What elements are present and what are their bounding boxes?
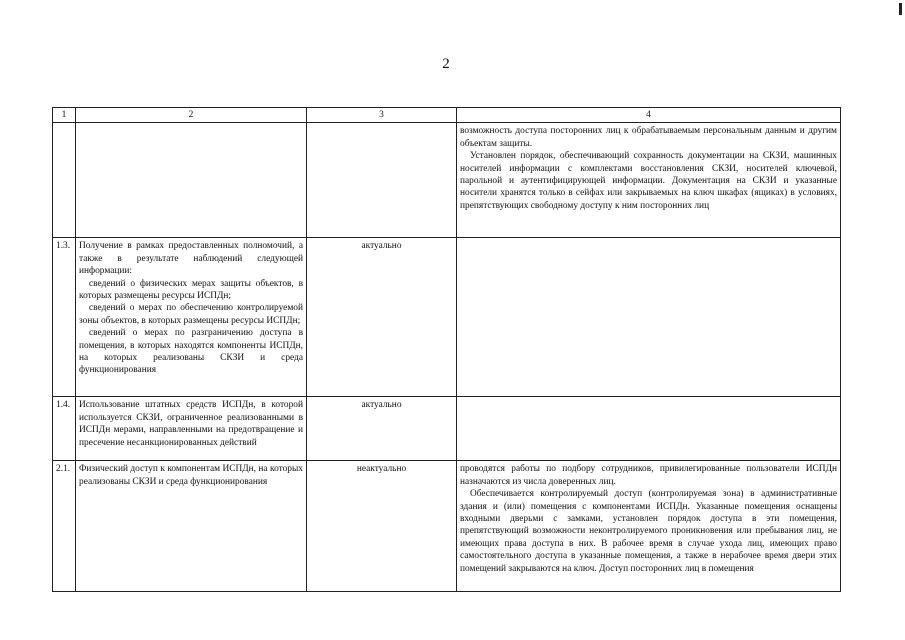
threat-paragraph: Получение в рамках предоставленных полномочий, а также в результате наблюдений следующей информации: <box>79 241 303 277</box>
table-row <box>53 123 841 238</box>
row-number: 2.1. <box>53 461 76 592</box>
threat-paragraph: сведений о физических мерах защиты объектов, в которых размещены ресурсы ИСПДн; <box>79 278 303 302</box>
row-number <box>53 123 76 238</box>
relevance-cell: актуально <box>307 397 457 461</box>
relevance-cell: неактуально <box>307 461 457 592</box>
measures-paragraph: Обеспечивается контролируемый доступ (контролируемая зона) в административные здания и (или) помещения с компонентами ИСПДн. Указанные помещения оснащены входными дверьми с замками, установлен порядок доступа в эти помещения, препятствующий возможности неконтролируемого проникновения или пребывания лиц, не имеющих права доступа в них. В рабочее время в случае ухода лиц, имеющих право самостоятельного доступа в указанные помещения, а также в нерабочее время двери этих помещений закрываются на ключ. Доступ посторонних лиц в помещения <box>460 489 837 574</box>
threat-cell <box>76 397 307 461</box>
threat-paragraph: сведений о мерах по разграничению доступа в помещения, в которых находятся компоненты ИСПДн, на которых реализованы СКЗИ и среда функционирования <box>79 328 303 376</box>
measures-paragraph: проводятся работы по подбору сотрудников, привилегированные пользователи ИСПДн назначаются из числа доверенных лиц. <box>460 464 837 487</box>
header-col-3: 3 <box>307 108 457 123</box>
measures-paragraph: возможность доступа посторонних лиц к обрабатываемым персональным данным и другим объектам защиты. <box>460 126 837 149</box>
threat-paragraph: Использование штатных средств ИСПДн, в которой используется СКЗИ, ограниченное реализованными в ИСПДн мерами, направленными на предотвращение и пресечение несанкционированных действий <box>79 400 303 448</box>
threat-table <box>52 107 841 592</box>
measures-cell <box>457 238 841 397</box>
threat-cell <box>76 123 307 238</box>
header-col-2: 2 <box>76 108 307 123</box>
threat-cell <box>76 238 307 397</box>
header-col-4: 4 <box>457 108 841 123</box>
measures-cell <box>457 123 841 238</box>
table-row <box>53 238 841 397</box>
threat-paragraph: сведений о мерах по обеспечению контролируемой зоны объектов, в которых размещены ресурсы ИСПДн; <box>79 303 303 326</box>
relevance-cell <box>307 123 457 238</box>
relevance-cell: актуально <box>307 238 457 397</box>
scan-edge-mark <box>899 3 902 15</box>
measures-cell <box>457 461 841 592</box>
table-row <box>53 397 841 461</box>
threat-cell <box>76 461 307 592</box>
row-number: 1.3. <box>53 238 76 397</box>
threat-paragraph: Физический доступ к компонентам ИСПДн, на которых реализованы СКЗИ и среда функционирования <box>79 464 303 487</box>
header-col-1: 1 <box>53 108 76 123</box>
page-number: 2 <box>442 56 450 72</box>
row-number: 1.4. <box>53 397 76 461</box>
measures-cell <box>457 397 841 461</box>
table-row <box>53 461 841 592</box>
table-header-row <box>53 108 841 123</box>
measures-paragraph: Установлен порядок, обеспечивающий сохранность документации на СКЗИ, машинных носителей информации с комплектами восстановления СКЗИ, носителей ключевой, парольной и аутентифицирующей информации. Документация на СКЗИ и указанные носители хранятся только в сейфах или закрываемых на ключ шкафах (ящиках) в условиях, препятствующих свободному доступу к ним посторонних лиц <box>460 151 837 211</box>
